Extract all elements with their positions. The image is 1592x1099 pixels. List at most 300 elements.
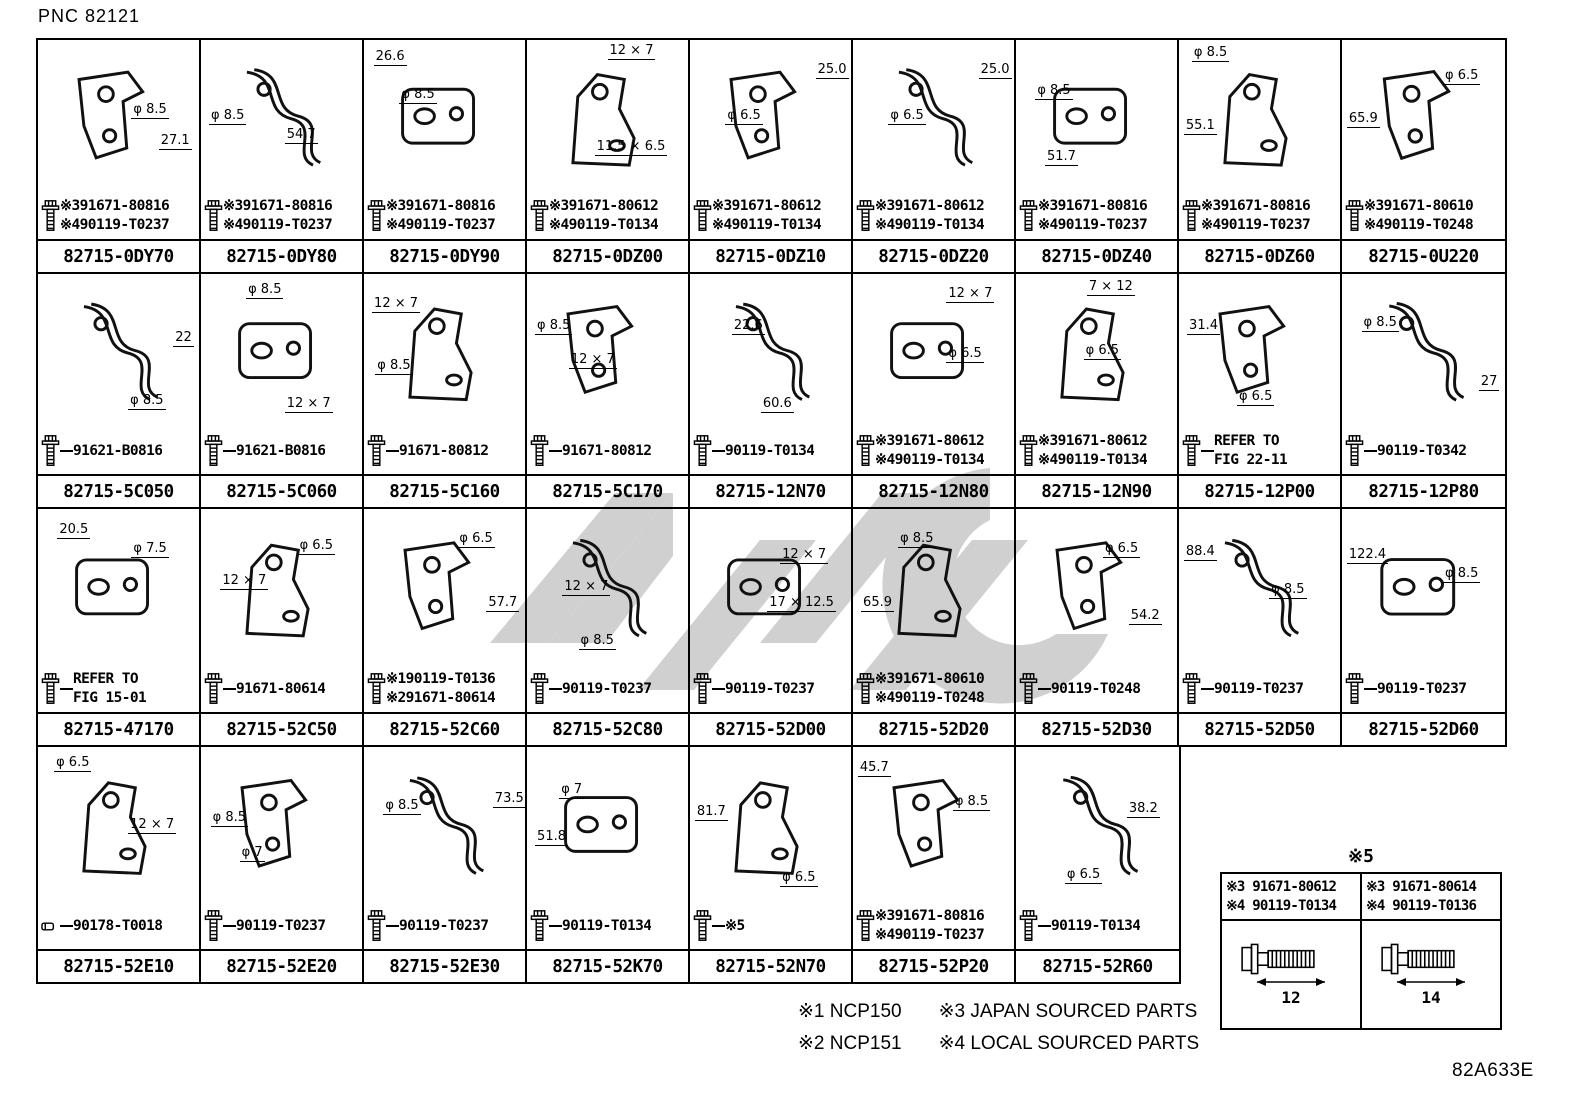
fastener-number: ※391671-80816 [223, 198, 333, 214]
part-number-label: 82715-12N90 [1016, 474, 1177, 507]
fastener-number: 90119-T0248 [1051, 680, 1141, 697]
fastener-number: ※391671-80816 [1201, 198, 1311, 214]
part-drawing [38, 509, 199, 668]
part-number-label: 82715-0DZ60 [1179, 239, 1340, 272]
part-number-label: 82715-52E10 [38, 949, 199, 982]
part-number-label: 82715-47170 [38, 712, 199, 745]
bolt-icon [1019, 433, 1038, 469]
part-cell-82715-0DZ60 [1179, 40, 1342, 274]
dimension-label: 27 [1480, 373, 1498, 389]
part-cell-82715-12N80 [853, 274, 1016, 509]
bolt-icon [41, 198, 60, 234]
part-cell-82715-52C60 [364, 509, 527, 745]
part-number-label: 82715-52E30 [364, 949, 525, 982]
footnote-line-1 [798, 1000, 1199, 1023]
dimension-label: 27.1 [160, 133, 190, 148]
bolt-icon [1019, 671, 1038, 707]
dimension-label: 65.9 [1348, 111, 1378, 127]
fastener-numbers [712, 197, 821, 235]
dimension-label: φ 8.5 [580, 633, 614, 649]
fastener-callout [690, 905, 851, 949]
bolt-icon [530, 198, 549, 234]
dimension-label: 22.6 [733, 317, 763, 333]
fastener-number: ※391671-80612 [712, 198, 822, 214]
dimension-label: φ 8.5 [1193, 44, 1228, 60]
fastener-number: ※391671-80816 [60, 198, 170, 214]
flange-bolt-side-icon [1239, 943, 1343, 975]
part-number-label: 82715-52P20 [853, 949, 1014, 982]
part-number-label: 82715-52N70 [690, 949, 851, 982]
fastener-callout [1179, 430, 1340, 474]
dimension-label: 54.7 [286, 126, 316, 142]
part-cell-82715-12N90 [1016, 274, 1179, 509]
fastener-numbers [549, 197, 658, 235]
dimension-label: φ 8.5 [954, 794, 989, 810]
hardware-number: ※4 90119-T0136 [1366, 898, 1477, 914]
dimension-label: φ 8.5 [377, 358, 411, 374]
bolt-icon [1019, 908, 1038, 944]
footnote-line-2 [798, 1032, 1199, 1055]
fastener-number: ※490119-T0237 [60, 217, 170, 233]
bolt-icon [693, 671, 712, 707]
part-drawing [853, 747, 1014, 905]
bolt-icon [41, 671, 60, 707]
part-number-label: 82715-0DY70 [38, 239, 199, 272]
fastener-callout [364, 430, 525, 474]
fastener-number: ※490119-T0248 [875, 690, 985, 706]
bolt-icon [204, 198, 223, 234]
dimension-label: φ 6.5 [782, 870, 816, 886]
bracket-sketch [57, 56, 179, 186]
fastener-numbers [562, 917, 651, 936]
fastener-numbers [725, 442, 814, 461]
bracket-sketch [220, 763, 342, 896]
bracket-sketch [383, 763, 505, 896]
callout-dash-line [549, 925, 562, 927]
part-drawing [1016, 509, 1177, 668]
fastener-callout [1016, 668, 1177, 712]
dimension-label: φ 6.5 [727, 108, 761, 124]
parts-grid-row4 [36, 747, 1181, 984]
fastener-callout [1016, 905, 1179, 949]
dimension-label: φ 8.5 [248, 281, 282, 297]
part-number-label: 82715-12P80 [1342, 474, 1505, 507]
dimension-label: 57.7 [488, 594, 518, 610]
dimension-label: 31.4 [1189, 317, 1218, 333]
callout-dash-line [712, 925, 725, 927]
part-drawing [38, 747, 199, 905]
fastener-callout [364, 195, 525, 239]
part-drawing [364, 747, 525, 905]
part-number-label: 82715-12N70 [690, 474, 851, 507]
dimension-label: 73.5 [494, 791, 524, 807]
fastener-callout [38, 430, 199, 474]
part-cell-82715-5C170 [527, 274, 690, 509]
fastener-callout [1179, 668, 1340, 712]
callout-dash-line [1038, 688, 1051, 690]
fastener-number: 91621-B0816 [73, 442, 163, 459]
part-drawing [690, 747, 851, 905]
part-cell-82715-52P20 [853, 747, 1016, 982]
fastener-number: ※391671-80610 [1364, 198, 1474, 214]
part-cell-82715-52E30 [364, 747, 527, 982]
bolt-icon [1182, 671, 1201, 707]
dimension-label: φ 6.5 [459, 531, 493, 547]
part-drawing [364, 40, 525, 195]
bolt-icon [530, 908, 549, 944]
dimension-label: 25.0 [817, 61, 847, 77]
part-cell-82715-0DY80 [201, 40, 364, 274]
hardware-option-numbers [1362, 874, 1500, 921]
fastener-number: 90119-T0134 [725, 442, 815, 459]
dimension-label: φ 8.5 [900, 531, 934, 547]
dimension-label: 11.5 × 6.5 [596, 139, 666, 155]
hardware-legend-title: ※5 [1348, 846, 1374, 867]
footnote-1: ※1 NCP150 [798, 1001, 902, 1022]
part-drawing [1179, 40, 1340, 195]
part-cell-82715-0DZ00 [527, 40, 690, 274]
dimension-label: 51.7 [1046, 148, 1076, 164]
figure-code: 82A633E [1452, 1060, 1534, 1081]
bracket-sketch [1362, 290, 1486, 421]
dimension-label: φ 7 [241, 844, 263, 860]
callout-dash-line [386, 925, 399, 927]
callout-dash-line [712, 450, 725, 452]
hardware-bolt-drawing [1362, 921, 1500, 1028]
bracket-sketch [872, 763, 994, 896]
part-cell-82715-52R60 [1016, 747, 1179, 982]
fastener-numbers [386, 670, 495, 708]
fastener-numbers [73, 917, 162, 936]
dimension-label: φ 8.5 [385, 797, 419, 813]
part-cell-82715-52K70 [527, 747, 690, 982]
fastener-callout [690, 195, 851, 239]
fastener-callout [527, 668, 688, 712]
bolt-icon [367, 198, 386, 234]
hardware-option-numbers [1222, 874, 1360, 921]
callout-dash-line [1201, 450, 1214, 452]
dimension-label: φ 8.5 [130, 392, 164, 408]
part-number-label: 82715-0DZ40 [1016, 239, 1177, 272]
dimension-label: 54.2 [1130, 607, 1160, 623]
part-drawing [853, 509, 1014, 668]
callout-dash-line [1038, 925, 1051, 927]
callout-dash-line [712, 688, 725, 690]
part-number-label: 82715-52D50 [1179, 712, 1340, 745]
fastener-number: 90119-T0237 [1214, 680, 1304, 697]
part-number-label: 82715-5C170 [527, 474, 688, 507]
part-cell-82715-12P80 [1342, 274, 1505, 509]
part-drawing [1016, 40, 1177, 195]
part-cell-82715-52E10 [38, 747, 201, 982]
bracket-sketch [1035, 56, 1157, 186]
callout-dash-line [223, 925, 236, 927]
fastener-callout [527, 905, 688, 949]
dimension-label: φ 7.5 [133, 540, 167, 556]
hardware-number: ※3 91671-80614 [1366, 879, 1477, 895]
part-drawing [527, 747, 688, 905]
fastener-numbers [236, 917, 325, 936]
parts-grid-main [36, 38, 1507, 747]
fastener-number: 91671-80812 [399, 442, 489, 459]
fastener-number: ※5 [725, 917, 745, 934]
fastener-number: ※490119-T0134 [1038, 452, 1148, 468]
fastener-number: ※490119-T0237 [1038, 217, 1148, 233]
part-number-label: 82715-0DZ00 [527, 239, 688, 272]
fastener-numbers [875, 670, 984, 708]
fastener-callout [201, 195, 362, 239]
dimension-label: 7 × 12 [1088, 278, 1133, 294]
fastener-number: 90119-T0342 [1377, 442, 1467, 459]
fastener-callout [38, 195, 199, 239]
dimension-label: φ 8.5 [401, 86, 435, 102]
dimension-label: φ 6.5 [299, 537, 333, 553]
fastener-number: 90119-T0134 [1051, 917, 1141, 934]
part-drawing [690, 40, 851, 195]
fastener-number: FIG 22-11 [1214, 452, 1288, 468]
hardware-option-column-1 [1222, 874, 1360, 1028]
fastener-numbers [1214, 432, 1287, 470]
fastener-numbers [1201, 197, 1310, 235]
fastener-numbers [386, 197, 495, 235]
fastener-callout [527, 430, 688, 474]
fastener-callout [853, 195, 1014, 239]
callout-dash-line [1364, 450, 1377, 452]
fastener-numbers [236, 442, 325, 461]
dimension-label: 12 × 7 [222, 572, 267, 588]
fastener-number: ※291671-80614 [386, 690, 496, 706]
footnote-3: ※3 JAPAN SOURCED PARTS [938, 1001, 1198, 1022]
part-number-label: 82715-52E20 [201, 949, 362, 982]
part-cell-82715-12P00 [1179, 274, 1342, 509]
dimension-label: 22 [175, 330, 192, 346]
dimension-label: 12 × 7 [782, 547, 827, 563]
dimension-label: φ 7 [561, 781, 583, 797]
part-number-label: 82715-0DZ20 [853, 239, 1014, 272]
fastener-number: ※391671-80816 [1038, 198, 1148, 214]
bolt-icon [204, 908, 223, 944]
part-drawing [1179, 274, 1340, 430]
part-cell-82715-0DZ20 [853, 40, 1016, 274]
part-cell-82715-47170 [38, 509, 201, 745]
part-cell-82715-0DY90 [364, 40, 527, 274]
dimension-label: φ 8.5 [1271, 582, 1305, 598]
footnotes [798, 1000, 1199, 1064]
fastener-number: ※490119-T0134 [549, 217, 659, 233]
fastener-number: ※391671-80610 [875, 671, 985, 687]
dimension-label: 12 × 7 [570, 352, 615, 367]
dimension-label: φ 8.5 [1363, 314, 1397, 330]
callout-dash-line [60, 688, 73, 690]
part-drawing [1342, 274, 1505, 430]
fastener-numbers [236, 680, 325, 699]
fastener-number: ※490119-T0237 [386, 217, 496, 233]
part-cell-82715-0DY70 [38, 40, 201, 274]
fastener-callout [38, 668, 199, 712]
part-number-label: 82715-52R60 [1016, 949, 1179, 982]
fastener-numbers [562, 442, 651, 461]
bolt-icon [693, 433, 712, 469]
fastener-callout [1342, 430, 1505, 474]
dimension-label: φ 6.5 [1445, 67, 1479, 83]
bolt-icon [1182, 198, 1201, 234]
fastener-callout [853, 668, 1014, 712]
fastener-number: 90119-T0237 [1377, 680, 1467, 697]
fastener-number: ※391671-80816 [386, 198, 496, 214]
fastener-number: REFER TO [73, 671, 139, 687]
dimension-label: φ 6.5 [1238, 389, 1273, 405]
dimension-label: φ 6.5 [1066, 867, 1101, 883]
fastener-callout [364, 668, 525, 712]
fastener-callout [201, 905, 362, 949]
fastener-callout [201, 668, 362, 712]
part-drawing [527, 40, 688, 195]
part-drawing [527, 274, 688, 430]
part-cell-82715-0U220 [1342, 40, 1505, 274]
fastener-number: ※490119-T0134 [712, 217, 822, 233]
fastener-number: ※490119-T0237 [223, 217, 333, 233]
fastener-numbers [1051, 680, 1140, 699]
bracket-sketch [1362, 525, 1486, 659]
bolt-icon [856, 198, 875, 234]
fastener-numbers [1038, 197, 1147, 235]
width-dimension-arrow [1391, 976, 1471, 988]
bolt-icon [1182, 433, 1201, 469]
bolt-size-label: 14 [1421, 988, 1441, 1007]
part-cell-82715-0DZ40 [1016, 40, 1179, 274]
fastener-number: ※490119-T0237 [875, 927, 985, 943]
dimension-label: 26.6 [375, 49, 405, 65]
part-number-label: 82715-0U220 [1342, 239, 1505, 272]
fastener-number: 91671-80614 [236, 680, 326, 697]
callout-dash-line [1201, 688, 1214, 690]
callout-dash-line [1364, 688, 1377, 690]
fastener-callout [1016, 430, 1177, 474]
fastener-numbers [1038, 432, 1147, 470]
bolt-icon [1019, 198, 1038, 234]
part-number-label: 82715-52D20 [853, 712, 1014, 745]
fastener-number: ※391671-80612 [1038, 433, 1148, 449]
part-drawing [201, 747, 362, 905]
fastener-callout [690, 668, 851, 712]
part-number-label: 82715-0DY80 [201, 239, 362, 272]
part-cell-82715-0DZ10 [690, 40, 853, 274]
bolt-icon [367, 433, 386, 469]
callout-dash-line [549, 450, 562, 452]
fastener-numbers [223, 197, 332, 235]
bolt-icon [693, 908, 712, 944]
callout-dash-line [549, 688, 562, 690]
part-drawing [690, 509, 851, 668]
fastener-numbers [1051, 917, 1140, 936]
part-cell-82715-52C80 [527, 509, 690, 745]
part-drawing [853, 40, 1014, 195]
part-drawing [364, 274, 525, 430]
dimension-label: 20.5 [59, 521, 89, 537]
bolt-icon [1345, 671, 1364, 707]
bracket-sketch [383, 56, 505, 186]
dimension-label: 12 × 7 [374, 295, 419, 311]
part-cell-82715-52C50 [201, 509, 364, 745]
fastener-callout [853, 905, 1014, 949]
part-cell-82715-52D50 [1179, 509, 1342, 745]
part-drawing [1342, 40, 1505, 195]
fastener-numbers [1377, 442, 1466, 461]
fastener-callout [1342, 195, 1505, 239]
dimension-label: φ 8.5 [212, 810, 247, 826]
dimension-label: 25.0 [980, 61, 1010, 77]
dimension-label: 17 × 12.5 [769, 594, 834, 610]
fastener-numbers [875, 197, 984, 235]
fastener-number: REFER TO [1214, 433, 1280, 449]
width-dimension-arrow [1251, 976, 1331, 988]
fastener-numbers [875, 907, 984, 945]
dimension-label: 38.2 [1128, 800, 1158, 816]
part-number-label: 82715-52D60 [1342, 712, 1505, 745]
part-cell-82715-5C160 [364, 274, 527, 509]
dimension-label: 51.8 [537, 829, 566, 845]
hardware-number: ※4 90119-T0134 [1226, 898, 1337, 914]
part-number-label: 82715-52C80 [527, 712, 688, 745]
fastener-callout [690, 430, 851, 474]
part-number-label: 82715-12P00 [1179, 474, 1340, 507]
callout-dash-line [223, 450, 236, 452]
part-drawing [690, 274, 851, 430]
part-drawing [1179, 509, 1340, 668]
bolt-icon [367, 671, 386, 707]
bolt-icon [204, 671, 223, 707]
part-drawing [201, 274, 362, 430]
dimension-label: 81.7 [696, 803, 726, 819]
fastener-numbers [73, 670, 146, 708]
part-drawing [364, 509, 525, 668]
hardware-number: ※3 91671-80612 [1226, 879, 1337, 895]
part-cell-82715-5C060 [201, 274, 364, 509]
fastener-number: ※391671-80612 [875, 433, 985, 449]
bolt-icon [1345, 198, 1364, 234]
dimension-label: φ 8.5 [537, 317, 571, 333]
dimension-label: φ 8.5 [133, 102, 167, 117]
fastener-number: 90119-T0237 [399, 917, 489, 934]
callout-dash-line [223, 688, 236, 690]
part-number-label: 82715-52K70 [527, 949, 688, 982]
fastener-callout [1179, 195, 1340, 239]
part-cell-82715-52E20 [201, 747, 364, 982]
bolt-icon [856, 671, 875, 707]
dimension-label: 12 × 7 [948, 286, 993, 302]
fastener-number: 90178-T0018 [73, 917, 163, 934]
bolt-size-label: 12 [1281, 988, 1301, 1007]
fastener-callout [1016, 195, 1177, 239]
bolt-icon [693, 198, 712, 234]
dimension-label: φ 6.5 [1104, 540, 1139, 556]
part-cell-82715-52D30 [1016, 509, 1179, 745]
bolt-icon [41, 433, 60, 469]
fastener-number: ※391671-80816 [875, 908, 985, 924]
hardware-legend-box [1220, 872, 1502, 1030]
page-title-pnc: PNC 82121 [38, 6, 141, 26]
dimension-label: 12 × 7 [286, 395, 331, 411]
callout-dash-line [60, 450, 73, 452]
part-cell-82715-52D00 [690, 509, 853, 745]
part-cell-82715-52D20 [853, 509, 1016, 745]
dimension-label: 60.6 [762, 395, 792, 411]
fastener-number: 90119-T0237 [725, 680, 815, 697]
fastener-number: ※391671-80612 [875, 198, 985, 214]
part-number-label: 82715-52C50 [201, 712, 362, 745]
part-number-label: 82715-52C60 [364, 712, 525, 745]
part-drawing [201, 509, 362, 668]
